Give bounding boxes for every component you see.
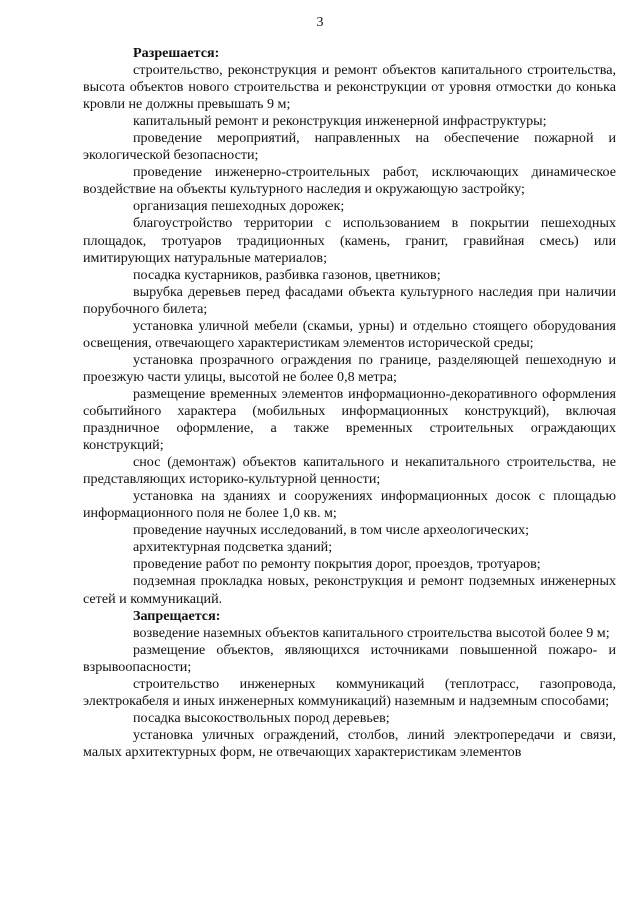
allowed-item: размещение временных элементов информационно-декоративного оформления событийного характера (мобильных информационных конструкций), включая праздничное оформление, а также временных строительных ограждающих конструкций; <box>83 385 616 454</box>
prohibited-item: посадка высокоствольных пород деревьев; <box>133 709 390 726</box>
allowed-item: снос (демонтаж) объектов капитального и некапитального строительства, не представляющих историко-культурной ценности; <box>83 454 616 488</box>
allowed-item: проведение мероприятий, направленных на обеспечение пожарной и экологической безопасности; <box>83 130 616 164</box>
page-number: 3 <box>316 15 324 30</box>
allowed-item: подземная прокладка новых, реконструкция и ремонт подземных инженерных сетей и коммуникаций. <box>83 573 616 607</box>
allowed-heading: Разрешается: <box>133 45 220 61</box>
prohibited-item: размещение объектов, являющихся источниками повышенной пожаро- и взрывоопасности; <box>83 641 616 675</box>
document-body <box>83 45 616 761</box>
allowed-item: установка на зданиях и сооружениях информационных досок с площадью информационного поля не более 1,0 кв. м; <box>83 488 616 522</box>
allowed-item: посадка кустарников, разбивка газонов, цветников; <box>133 266 441 283</box>
allowed-list <box>83 62 616 608</box>
prohibited-item: установка уличных ограждений, столбов, линий электропередачи и связи, малых архитектурных форм, не отвечающих характеристикам элементов <box>83 726 616 760</box>
prohibited-item: возведение наземных объектов капитального строительства высотой более 9 м; <box>133 624 610 641</box>
allowed-item: капитальный ремонт и реконструкция инженерной инфраструктуры; <box>133 113 547 130</box>
allowed-item: благоустройство территории с использованием в покрытии пешеходных площадок, тротуаров традиционных (камень, гранит, гравийная смесь) или имитирующих натуральные материалов; <box>83 215 616 266</box>
allowed-item: установка прозрачного ограждения по границе, разделяющей пешеходную и проезжую части улицы, высотой не более 0,8 метра; <box>83 351 616 385</box>
prohibited-item: строительство инженерных коммуникаций (теплотрасс, газопровода, электрокабеля и иных инженерных коммуникаций) наземным и надземным способами; <box>83 675 616 709</box>
prohibited-list <box>83 625 616 761</box>
allowed-item: организация пешеходных дорожек; <box>133 198 345 215</box>
allowed-item: архитектурная подсветка зданий; <box>133 539 333 556</box>
allowed-item: вырубка деревьев перед фасадами объекта культурного наследия при наличии порубочного билета; <box>83 283 616 317</box>
allowed-item: проведение инженерно-строительных работ, исключающих динамическое воздействие на объекты культурного наследия и окружающую застройку; <box>83 164 616 198</box>
allowed-item: проведение научных исследований, в том числе археологических; <box>133 522 530 539</box>
prohibited-heading: Запрещается: <box>133 607 221 624</box>
allowed-item: проведение работ по ремонту покрытия дорог, проездов, тротуаров; <box>133 556 541 573</box>
allowed-item: строительство, реконструкция и ремонт объектов капитального строительства, высота объектов нового строительства и реконструкции от уровня отмостки до конька кровли не должны превышать 9 м; <box>83 62 616 113</box>
allowed-item: установка уличной мебели (скамьи, урны) и отдельно стоящего оборудования освещения, отвечающего характеристикам элементов исторической среды; <box>83 317 616 351</box>
